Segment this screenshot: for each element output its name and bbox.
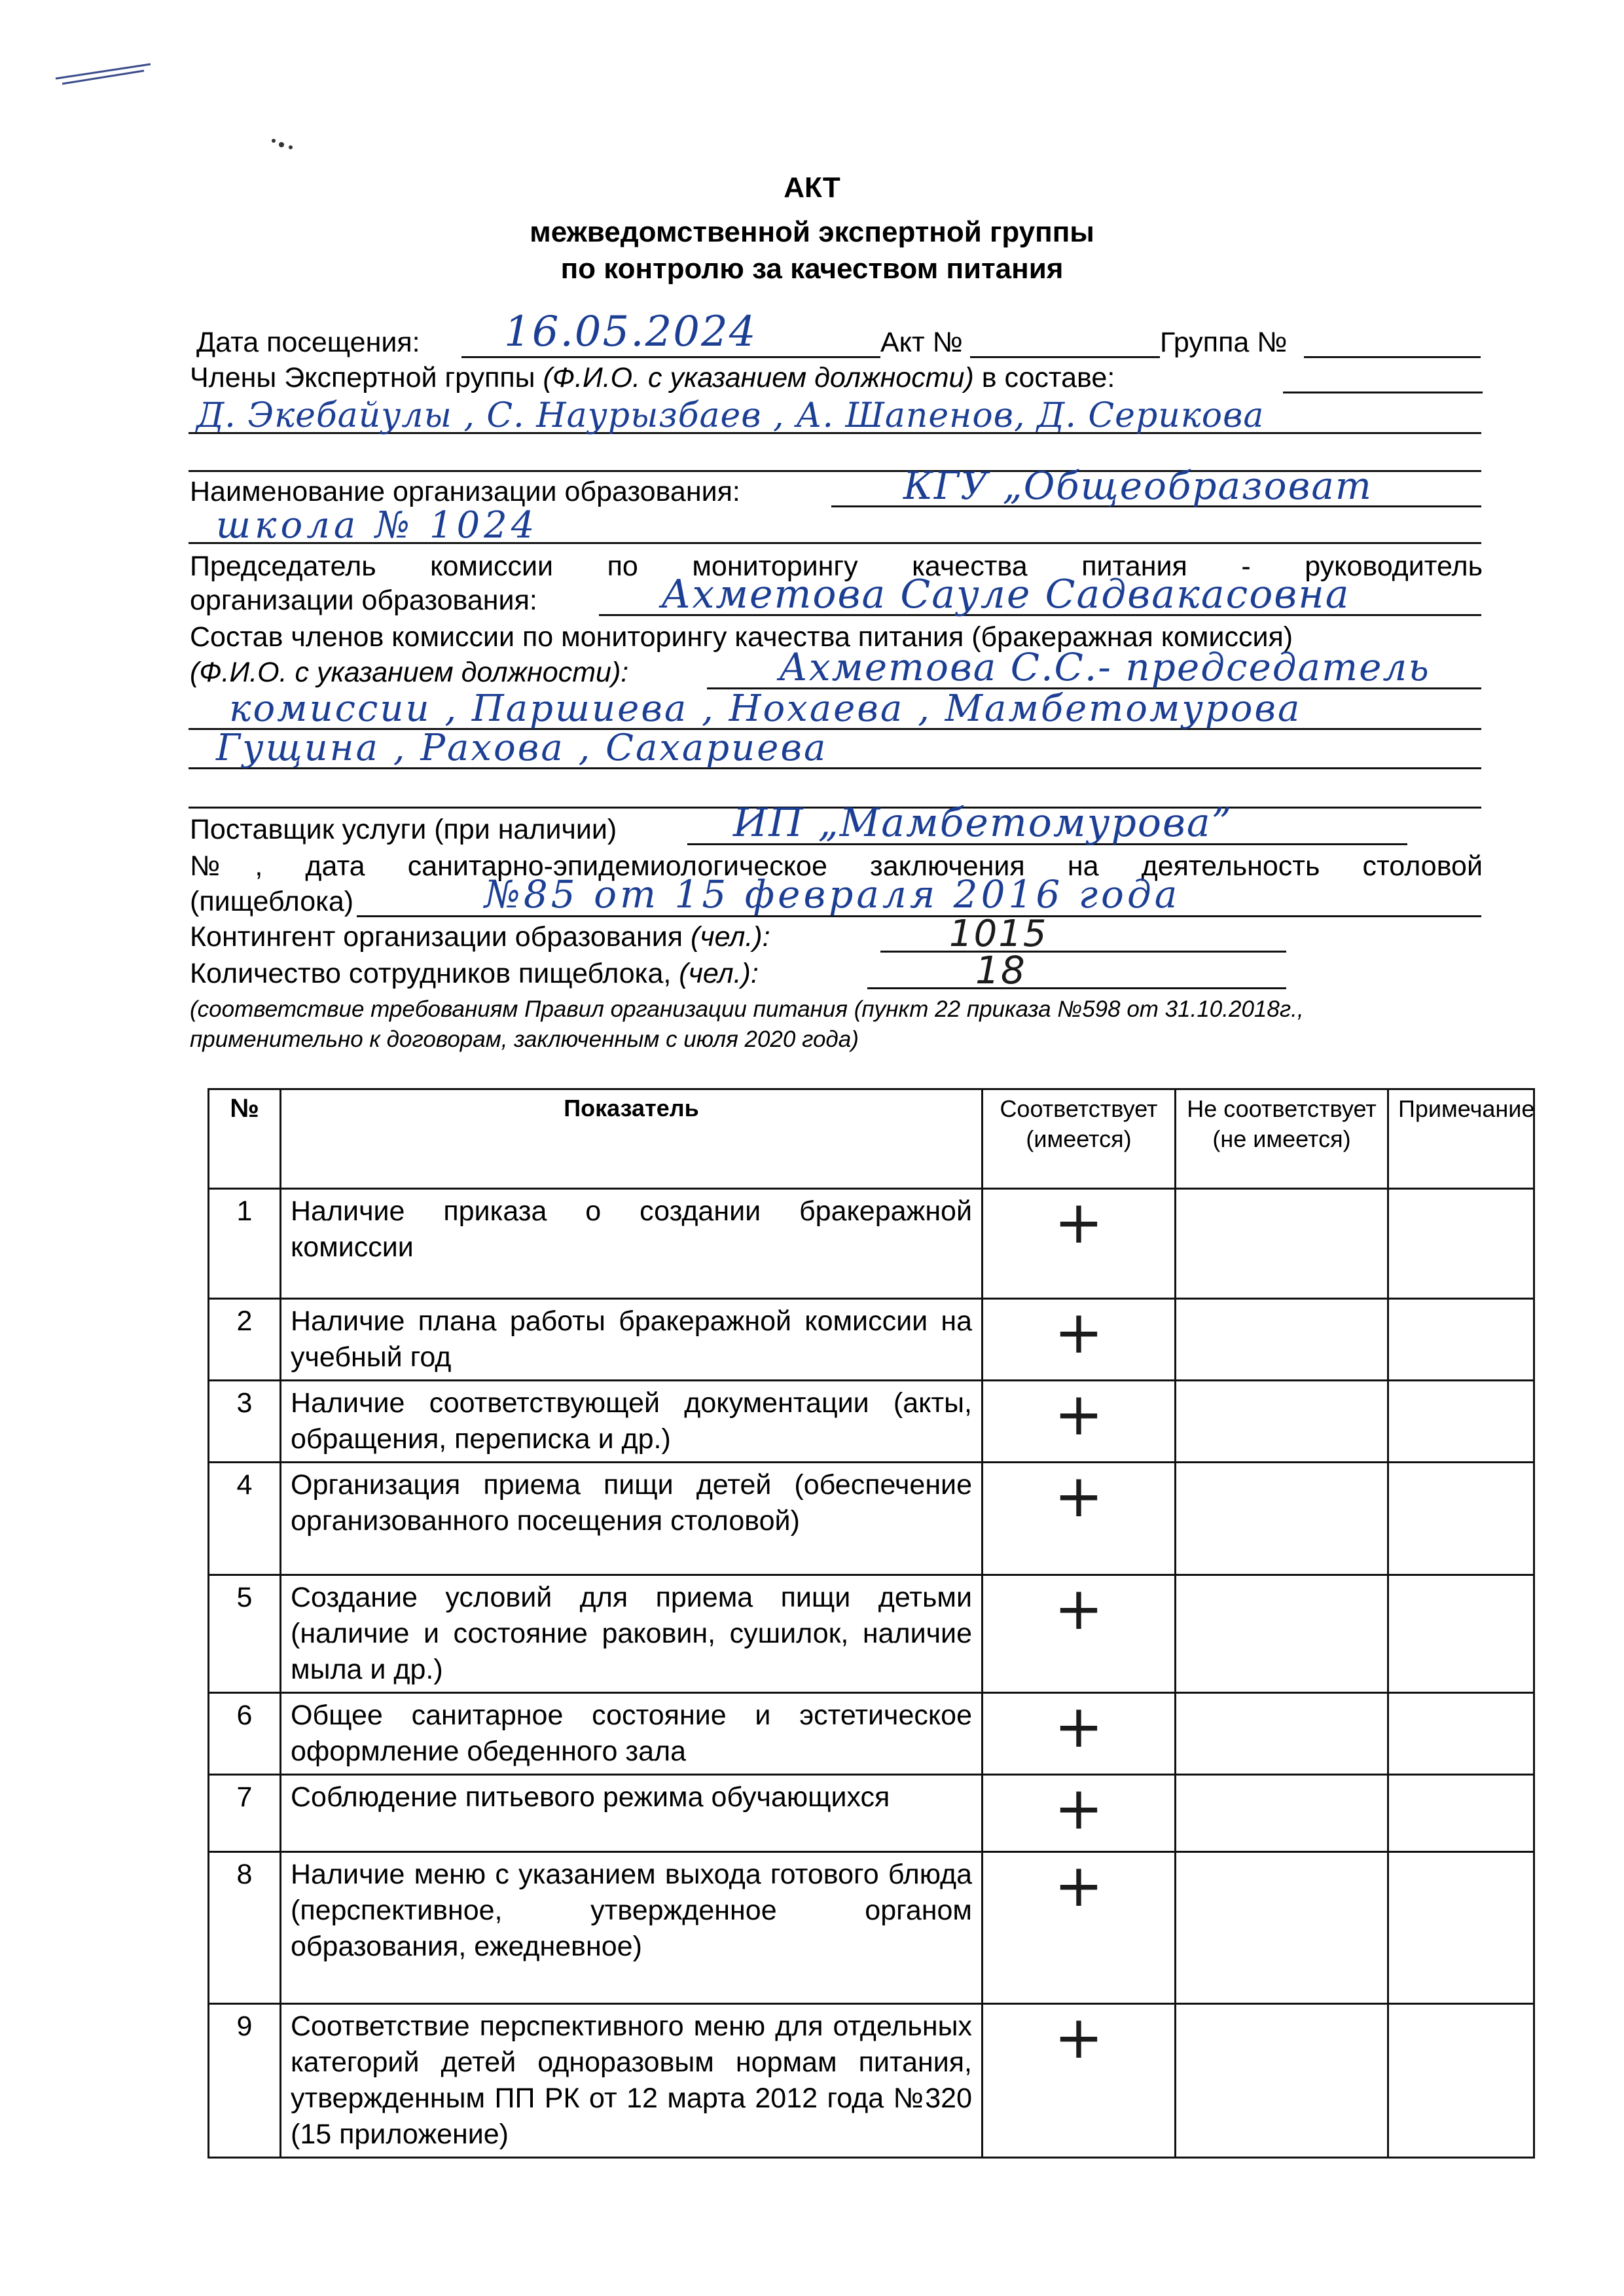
- commission-value-line-1: Ахметова С.С.- председатель: [779, 645, 1430, 689]
- row-number: 6: [209, 1693, 281, 1775]
- row-indicator: Наличие плана работы бракеражной комиссии на учебный год: [281, 1299, 983, 1381]
- row-indicator: Организация приема пищи детей (обеспечение организованного посещения столовой): [281, 1463, 983, 1575]
- plus-mark: +: [1054, 1188, 1104, 1257]
- row-noncompliant-mark: [1176, 2004, 1388, 2158]
- row-compliant-mark: [983, 1575, 1176, 1693]
- row-remark: [1388, 1381, 1534, 1463]
- row-indicator: Создание условий для приема пищи детьми (наличие и состояние раковин, сушилок, наличие мыла и др.): [281, 1575, 983, 1693]
- sanitary-label-line-1: №, дата санитарно-эпидемиологическое заключения на деятельность столовой: [190, 850, 1483, 882]
- act-number-label: Акт №: [880, 327, 963, 358]
- staff-label-unit: (чел.):: [679, 958, 759, 989]
- row-remark: [1388, 1775, 1534, 1852]
- row-number: 3: [209, 1381, 281, 1463]
- table-row: [209, 1693, 1534, 1775]
- ink-dots-mark: [268, 134, 301, 154]
- row-remark: [1388, 1189, 1534, 1299]
- table-row: [209, 1189, 1534, 1299]
- row-compliant-mark: [983, 1299, 1176, 1381]
- members-value: Д. Экебайулы , С. Наурызбаев , А. Шапенов, Д. Серикова: [196, 396, 1265, 435]
- row-remark: [1388, 1463, 1534, 1575]
- table-row: [209, 2004, 1534, 2158]
- members-label-text: Члены Экспертной группы: [190, 362, 543, 393]
- chair-value: Ахметова Сауле Садвакасовна: [661, 572, 1350, 617]
- table-header-row: [209, 1089, 1534, 1189]
- row-number: 7: [209, 1775, 281, 1852]
- header-compliant: Соответствует (имеется): [983, 1089, 1176, 1189]
- row-compliant-mark: [983, 1852, 1176, 2004]
- row-noncompliant-mark: [1176, 1775, 1388, 1852]
- visit-date-label: Дата посещения:: [196, 327, 420, 358]
- row-noncompliant-mark: [1176, 1852, 1388, 2004]
- row-noncompliant-mark: [1176, 1693, 1388, 1775]
- header-indicator: Показатель: [281, 1089, 983, 1189]
- plus-mark: +: [1054, 1851, 1104, 1920]
- table-row: [209, 1575, 1534, 1693]
- row-indicator: Наличие соответствующей документации (акты, обращения, переписка и др.): [281, 1381, 983, 1463]
- row-noncompliant-mark: [1176, 1299, 1388, 1381]
- row-noncompliant-mark: [1176, 1575, 1388, 1693]
- table-row: [209, 1381, 1534, 1463]
- requirements-note-line-1: (соответствие требованиям Правил организации питания (пункт 22 приказа №598 от 31.10.2018г.,: [190, 996, 1304, 1022]
- document-subtitle-line-2: по контролю за качеством питания: [560, 253, 1064, 285]
- chair-label-line-2: организации образования:: [190, 585, 537, 616]
- chair-label-line-1: Председатель комиссии по мониторингу качества питания - руководитель: [190, 551, 1483, 582]
- commission-label-line-1: Состав членов комиссии по мониторингу качества питания (бракеражная комиссия): [190, 621, 1293, 653]
- row-remark: [1388, 1299, 1534, 1381]
- table-row: [209, 1463, 1534, 1575]
- row-number: 5: [209, 1575, 281, 1693]
- document-subtitle-line-1: межведомственной экспертной группы: [530, 216, 1094, 248]
- pen-scribble-mark: [46, 52, 164, 92]
- supplier-value: ИП „Мамбетомурова”: [733, 800, 1233, 846]
- plus-mark: +: [1054, 1575, 1104, 1643]
- row-indicator: Соблюдение питьевого режима обучающихся: [281, 1775, 983, 1852]
- organization-label: Наименование организации образования:: [190, 476, 740, 507]
- contingent-label-unit: (чел.):: [691, 921, 770, 953]
- row-compliant-mark: [983, 1381, 1176, 1463]
- plus-mark: +: [1054, 1462, 1104, 1531]
- header-noncompliant: Не соответствует (не имеется): [1176, 1089, 1388, 1189]
- staff-value: 18: [975, 948, 1026, 993]
- organization-value-line-2: школа № 1024: [216, 504, 539, 547]
- row-number: 9: [209, 2004, 281, 2158]
- plus-mark: +: [1054, 1380, 1104, 1449]
- row-compliant-mark: [983, 1693, 1176, 1775]
- members-label-suffix: в составе:: [973, 362, 1115, 393]
- staff-underline: [867, 987, 1286, 989]
- plus-mark: +: [1054, 1692, 1104, 1761]
- plus-mark: +: [1054, 2003, 1104, 2072]
- row-remark: [1388, 1852, 1534, 2004]
- row-indicator: Общее санитарное состояние и эстетическое оформление обеденного зала: [281, 1693, 983, 1775]
- sanitary-label-line-2: (пищеблока): [190, 886, 354, 917]
- members-label: [190, 360, 1115, 395]
- contingent-value: 1015: [949, 913, 1048, 955]
- plus-mark: +: [1054, 1774, 1104, 1843]
- row-indicator: Наличие меню с указанием выхода готового блюда (перспективное, утвержденное органом образования, ежедневное): [281, 1852, 983, 2004]
- row-number: 2: [209, 1299, 281, 1381]
- supplier-label: Поставщик услуги (при наличии): [190, 814, 617, 845]
- document-title: АКТ: [784, 172, 840, 204]
- row-remark: [1388, 1693, 1534, 1775]
- row-remark: [1388, 2004, 1534, 2158]
- row-remark: [1388, 1575, 1534, 1693]
- act-number-underline: [970, 356, 1160, 358]
- row-compliant-mark: [983, 1775, 1176, 1852]
- contingent-label-text: Контингент организации образования: [190, 921, 691, 953]
- commission-value-line-2: комиссии , Паршиева , Нохаева , Мамбетомурова: [229, 687, 1302, 730]
- checklist-table: [208, 1088, 1535, 2159]
- header-number: №: [209, 1089, 281, 1189]
- group-number-label: Группа №: [1160, 327, 1288, 358]
- visit-date-value: 16.05.2024: [504, 308, 757, 356]
- members-label-hint: (Ф.И.О. с указанием должности): [543, 362, 974, 393]
- commission-value-line-3: Гущина , Рахова , Сахариева: [216, 727, 828, 769]
- header-remark: Примечание: [1388, 1089, 1534, 1189]
- commission-label-line-2: (Ф.И.О. с указанием должности):: [190, 657, 629, 688]
- contingent-underline: [880, 951, 1286, 953]
- row-indicator: Соответствие перспективного меню для отдельных категорий детей одноразовым нормам питания, утвержденным ПП РК от 12 марта 2012 года №320 (15 приложение): [281, 2004, 983, 2158]
- row-noncompliant-mark: [1176, 1463, 1388, 1575]
- row-compliant-mark: [983, 1189, 1176, 1299]
- row-noncompliant-mark: [1176, 1381, 1388, 1463]
- row-compliant-mark: [983, 2004, 1176, 2158]
- contingent-label: [190, 919, 770, 955]
- row-number: 4: [209, 1463, 281, 1575]
- sanitary-value: №85 от 15 февраля 2016 года: [484, 872, 1181, 917]
- table-row: [209, 1852, 1534, 2004]
- members-underline-1: [1283, 392, 1483, 393]
- table-row: [209, 1775, 1534, 1852]
- visit-date-underline: [461, 356, 880, 358]
- row-number: 1: [209, 1189, 281, 1299]
- organization-value-line-1: КГУ „Общеобразоват: [903, 464, 1373, 508]
- row-noncompliant-mark: [1176, 1189, 1388, 1299]
- row-compliant-mark: [983, 1463, 1176, 1575]
- requirements-note-line-2: применительно к договорам, заключенным с июля 2020 года): [190, 1027, 859, 1052]
- staff-label: [190, 956, 759, 991]
- table-row: [209, 1299, 1534, 1381]
- group-number-underline: [1304, 356, 1481, 358]
- row-indicator: Наличие приказа о создании бракеражной комиссии: [281, 1189, 983, 1299]
- staff-label-text: Количество сотрудников пищеблока,: [190, 958, 679, 989]
- plus-mark: +: [1054, 1298, 1104, 1367]
- row-number: 8: [209, 1852, 281, 2004]
